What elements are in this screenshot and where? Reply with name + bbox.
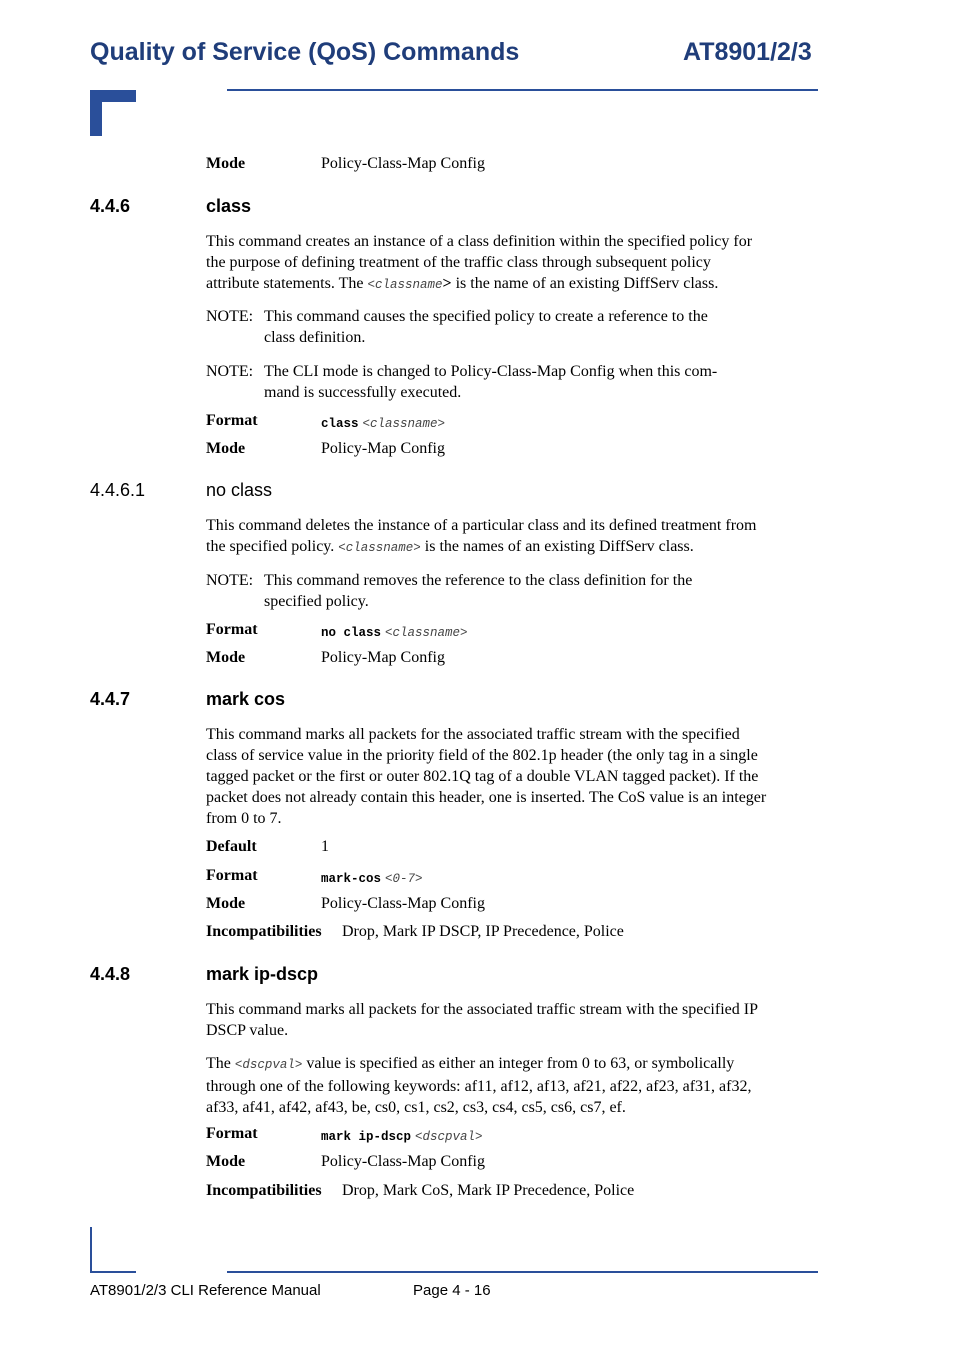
- text-line: af33, af41, af42, af43, be, cs0, cs1, cs2, cs3, cs4, cs5, cs6, cs7, ef.: [206, 1099, 626, 1116]
- text-span: value is specified as either an integer from 0 to 63, or symbolically: [302, 1055, 735, 1072]
- format-label: Format: [206, 412, 258, 429]
- text-line: specified policy.: [264, 593, 369, 610]
- mode-label: Mode: [206, 649, 246, 666]
- header-title: Quality of Service (QoS) Commands: [90, 38, 520, 66]
- text-line: the purpose of defining treatment of the traffic class through subsequent policy: [206, 254, 711, 271]
- default-label: Default: [206, 838, 257, 855]
- paragraph: [206, 231, 820, 296]
- text-span: The: [206, 1055, 235, 1072]
- section-number: 4.4.7: [90, 689, 131, 709]
- text-line: class definition.: [264, 329, 366, 346]
- code-command: no class: [321, 626, 382, 640]
- section-number: 4.4.8: [90, 964, 131, 984]
- section-title: mark cos: [206, 689, 286, 709]
- format-value: [321, 1127, 483, 1145]
- incompatibilities-value: Drop, Mark IP DSCP, IP Precedence, Police: [342, 923, 624, 940]
- text-span: is the names of an existing DiffServ class.: [420, 538, 694, 555]
- paragraph: [206, 515, 820, 559]
- default-value: 1: [321, 838, 329, 855]
- text-line: [206, 273, 820, 296]
- format-value: [321, 623, 468, 641]
- text-line: This command deletes the instance of a particular class and its defined treatment from: [206, 517, 757, 534]
- code-arg: <classname>: [385, 626, 468, 640]
- note: [0, 361, 954, 403]
- text-line: This command removes the reference to the class definition for the: [264, 572, 693, 589]
- code-command: mark ip-dscp: [321, 1130, 412, 1144]
- format-label: Format: [206, 1125, 258, 1142]
- text-line: This command creates an instance of a class definition within the specified policy for: [206, 233, 753, 250]
- mode-value: Policy-Class-Map Config: [321, 895, 485, 912]
- incompatibilities-value: Drop, Mark CoS, Mark IP Precedence, Police: [342, 1182, 635, 1199]
- text-line: [206, 536, 820, 559]
- note-lead: NOTE:: [206, 572, 254, 589]
- incompatibilities-label: Incompatibilities: [206, 1182, 322, 1199]
- text-span: >: [442, 275, 452, 292]
- incompatibilities-label: Incompatibilities: [206, 923, 322, 940]
- code-arg: <classname: [367, 278, 443, 292]
- section-title: mark ip-dscp: [206, 964, 319, 984]
- header-rule: [227, 89, 818, 91]
- text-line: DSCP value.: [206, 1022, 289, 1039]
- code-arg: <dscpval>: [234, 1058, 303, 1072]
- note: [0, 306, 954, 348]
- code-arg: <classname>: [338, 541, 421, 555]
- format-value: [321, 414, 445, 432]
- mode-label: Mode: [206, 1153, 246, 1170]
- section-title: no class: [206, 480, 273, 500]
- footer-rule: [227, 1271, 818, 1273]
- text-line: The CLI mode is changed to Policy-Class-Map Config when this com-: [264, 363, 718, 380]
- note-text: [264, 306, 804, 348]
- mode-value: Policy-Class-Map Config: [321, 155, 485, 172]
- mode-value: Policy-Map Config: [321, 440, 445, 457]
- code-arg: <classname>: [362, 417, 446, 431]
- code-arg: <dscpval>: [415, 1130, 483, 1144]
- note-lead: NOTE:: [206, 308, 254, 325]
- paragraph: [206, 999, 820, 1041]
- text-line: This command causes the specified policy to create a reference to the: [264, 308, 708, 325]
- mode-label: Mode: [206, 440, 246, 457]
- mode-value: Policy-Map Config: [321, 649, 445, 666]
- text-line: through one of the following keywords: af11, af12, af13, af21, af22, af23, af31, af32,: [206, 1078, 752, 1095]
- code-command: class: [321, 417, 359, 431]
- text-line: [206, 1053, 820, 1076]
- format-label: Format: [206, 621, 258, 638]
- text-line: class of service value in the priority field of the 802.1p header (the only tag in a single: [206, 747, 758, 764]
- mode-label: Mode: [206, 895, 246, 912]
- mode-value: Policy-Class-Map Config: [321, 1153, 485, 1170]
- text-span: the specified policy.: [206, 538, 339, 555]
- text-span: is the name of an existing DiffServ class.: [451, 275, 719, 292]
- format-label: Format: [206, 867, 258, 884]
- note-lead: NOTE:: [206, 363, 254, 380]
- text-line: mand is successfully executed.: [264, 384, 462, 401]
- note-text: [264, 570, 804, 612]
- format-value: [321, 869, 423, 887]
- text-line: This command marks all packets for the associated traffic stream with the specified IP: [206, 1001, 758, 1018]
- text-line: from 0 to 7.: [206, 810, 282, 827]
- code-arg: <0-7>: [385, 872, 423, 886]
- text-line: tagged packet or the first or outer 802.1Q tag of a double VLAN tagged packet). If the: [206, 768, 759, 785]
- section-number: 4.4.6: [90, 196, 131, 216]
- code-command: mark-cos: [321, 872, 382, 886]
- section-title: class: [206, 196, 252, 216]
- header-product: AT8901/2/3: [683, 38, 812, 66]
- footer-manual: AT8901/2/3 CLI Reference Manual: [90, 1282, 321, 1299]
- paragraph: [206, 1053, 820, 1118]
- mode-label: Mode: [206, 155, 246, 172]
- note-text: [264, 361, 804, 403]
- section-number: 4.4.6.1: [90, 480, 146, 500]
- note: [0, 570, 954, 612]
- text-line: This command marks all packets for the associated traffic stream with the specified: [206, 726, 740, 743]
- text-line: packet does not already contain this header, one is inserted. The CoS value is an integer: [206, 789, 767, 806]
- text-span: attribute statements. The: [206, 275, 368, 292]
- footer-page-number: Page 4 - 16: [413, 1282, 491, 1299]
- paragraph: [206, 724, 820, 829]
